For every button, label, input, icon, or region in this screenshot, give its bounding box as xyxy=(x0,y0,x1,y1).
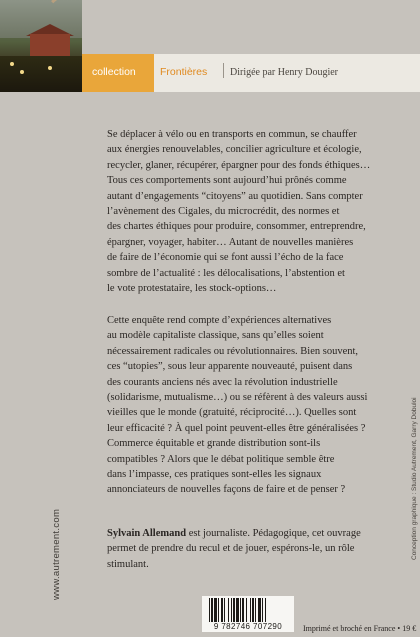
barcode-bar xyxy=(252,598,254,622)
cover-photo xyxy=(0,0,82,92)
barcode-bar xyxy=(211,598,213,622)
barcode-bar xyxy=(214,598,217,622)
series-name: Frontières xyxy=(160,66,208,78)
barcode-bar xyxy=(265,598,266,622)
light-dot xyxy=(10,62,14,66)
author-name: Sylvain Allemand xyxy=(107,528,187,539)
barcode-bar xyxy=(224,598,225,622)
barcode-bar xyxy=(231,598,232,622)
text-line: Cette enquête rend compte d’expériences alternatives xyxy=(107,315,332,326)
author-bio xyxy=(107,526,407,572)
text-line: autant d’engagements “citoyens” au quotidien. Sans compter xyxy=(107,190,363,202)
barcode-bar xyxy=(246,598,247,622)
text-line: ces “utopies”, sous leur apparente nouveauté, puisent dans xyxy=(107,361,353,373)
light-dot xyxy=(20,70,24,74)
text-line: Tous ces comportements sont aujourd’hui prônés comme xyxy=(107,175,347,187)
design-credit: Conception graphique : Studio Autrement, Garry Dobuloi xyxy=(411,397,418,560)
text-line: aux énergies renouvelables, concilier agriculture et écologie, xyxy=(107,144,362,156)
text-line: le vote protestataire, les stock-options… xyxy=(107,283,277,295)
house xyxy=(30,34,70,56)
text-line: des courants anciens nés avec la révolution industrielle xyxy=(107,376,338,388)
barcode-bar xyxy=(233,598,235,622)
barcode-bar xyxy=(240,598,241,622)
header-divider xyxy=(223,63,224,78)
barcode-bar xyxy=(236,598,239,622)
barcode-bar xyxy=(228,598,229,622)
text-fragment: est journaliste. Pédagogique, cet ouvrage xyxy=(186,528,361,539)
text-line: annonciateurs de nouvelles façons de faire et de penser ? xyxy=(107,484,346,496)
text-line: au modèle capitaliste classique, sans qu’elles soient xyxy=(107,330,324,342)
collection-label: collection xyxy=(92,66,136,78)
blurb-paragraph-2 xyxy=(107,313,407,498)
text-line: permet de prendre du recul et de jouer, espérons-le, un rôle xyxy=(107,543,355,555)
text-line: recycler, glaner, récupérer, épargner pour des fonds éthiques… xyxy=(107,159,371,171)
isbn-number: 9 782746 707290 xyxy=(213,622,283,631)
barcode-bar xyxy=(221,598,223,622)
barcode-bar xyxy=(262,598,263,622)
barcode-bar xyxy=(258,598,261,622)
barcode-bar xyxy=(255,598,256,622)
text-line: nécessairement radicales ou révolutionnaires. Bien souvent, xyxy=(107,345,359,357)
text-line: Commerce équitable et grande distribution sont-ils xyxy=(107,438,321,450)
light-dot xyxy=(48,66,52,70)
text-line: leur efficacité ? À quel point peuvent-elles être généralisées ? xyxy=(107,422,366,434)
text-line: (solidarisme, mutualisme…) ou se réfèrent à des valeurs aussi xyxy=(107,392,368,404)
text-line: dans l’impasse, ces pratiques sont-elles les signaux xyxy=(107,469,322,481)
barcode-bar xyxy=(242,598,244,622)
barcode-bar xyxy=(250,598,251,622)
text-line: des chartes éthiques pour produire, consommer, entreprendre, xyxy=(107,221,366,233)
blurb-paragraph-1 xyxy=(107,127,407,296)
text-line: compatibles ? Alors que le débat politique semble être xyxy=(107,453,335,465)
text-line: épargner, voyager, habiter… Autant de nouvelles manières xyxy=(107,236,354,248)
text-line: l’avènement des Cigales, du microcrédit, des normes et xyxy=(107,206,340,218)
text-line: de faire de l’économie qui se font aussi l’écho de la face xyxy=(107,252,344,264)
text-line: Se déplacer à vélo ou en transports en commun, se chauffer xyxy=(107,129,357,140)
text-line: stimulant. xyxy=(107,558,149,570)
publisher-website: www.autrement.com xyxy=(51,508,62,600)
text-line: sombre de l’actualité : les délocalisations, l’abstention et xyxy=(107,267,345,279)
barcode-bar xyxy=(218,598,219,622)
barcode-bar xyxy=(209,598,210,622)
series-director: Dirigée par Henry Dougier xyxy=(230,67,339,78)
text-line: vieilles que le monde (gratuité, réciprocité…). Quelles sont xyxy=(107,407,357,419)
print-and-price: Imprimé et broché en France • 19 € xyxy=(303,624,417,633)
text-line xyxy=(107,526,407,541)
barcode xyxy=(208,598,286,622)
